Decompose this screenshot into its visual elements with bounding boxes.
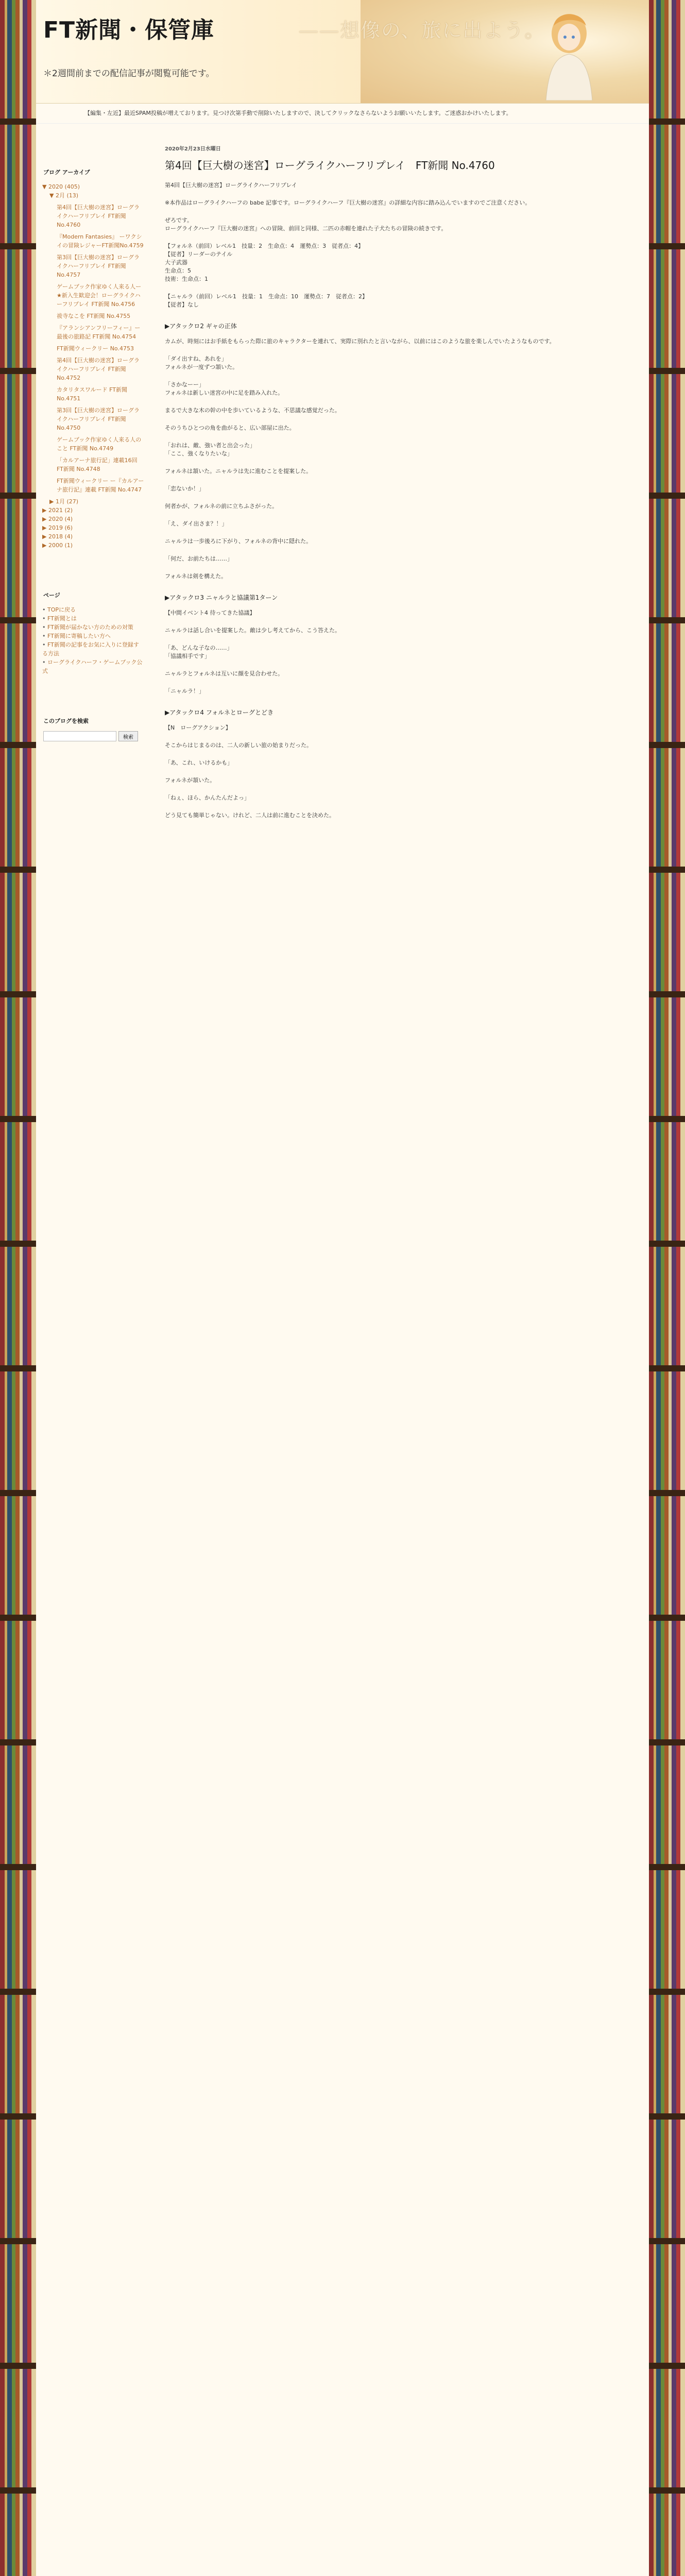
search-input[interactable] [43,731,116,741]
archive-item-label[interactable]: ▶ 2019 (6) [42,524,73,531]
archive-item-label[interactable]: ゲームブック作家ゆく人来る人ー★新入生歓迎会！ローグライクハーフリプレイ FT新聞 No.4756 [57,283,142,308]
archive-item-label[interactable]: ▶ 2020 (4) [42,516,73,522]
pages-list [36,605,144,675]
post-paragraph: ニャルラは話し合いを提案した。敵は少し考えてから、こう答えた。 [165,627,340,634]
archive-list [36,182,144,550]
page-link-item[interactable]: • FT新聞の記事をお気に入りに登録する方法 [42,641,139,657]
sidebar [36,124,144,741]
page-link-item[interactable]: • FT新聞に寄稿したい方へ [42,633,111,639]
girl-illustration-icon [525,5,613,100]
archive-toggle[interactable] [42,191,144,200]
search-heading: このブログを検索 [43,718,89,724]
page-link[interactable]: TOPに戻る [47,606,76,613]
post-paragraph: 「ねぇ、ほら、かんたんだよっ」 [165,794,250,801]
archive-post-link[interactable] [42,435,144,453]
post-date: 2020年2月23日水曜日 [165,146,221,152]
post-paragraph: フォルネは頷いた。ニャルラは先に進むことを提案した。 [165,468,312,474]
post-paragraph: 「さかなーー」 フォルネは新しい迷宮の中に足を踏み入れた。 [165,381,284,396]
page-link-item[interactable]: • FT新聞とは [42,615,77,622]
page-link[interactable]: FT新聞とは [47,615,77,622]
site-title-link[interactable]: FT新聞・保管庫 [43,17,215,43]
post-paragraph: 「恋ないか！」 [165,485,204,492]
post-paragraph: フォルネは剣を構えた。 [165,573,227,580]
pages-heading: ページ [43,592,60,599]
archive-post-link[interactable] [42,385,144,403]
archive-item-label[interactable]: 第3回【巨大樹の迷宮】ローグライクハーフリプレイ FT新聞 No.4757 [57,254,140,278]
archive-post-link[interactable] [42,232,144,250]
archive-toggle[interactable] [42,515,144,523]
post-paragraph: まるで大きな木の幹の中を歩いているような、不思議な感覚だった。 [165,407,340,414]
page-link-item[interactable]: • TOPに戻る [42,606,76,613]
archive-post-link[interactable] [42,477,144,494]
page-link[interactable]: FT新聞の記事をお気に入りに登録する方法 [42,641,139,657]
archive-toggle[interactable] [42,532,144,541]
page-container [36,0,649,2576]
post-paragraph: 【ニャルラ（前回）レベル1 技量：1 生命点：10 運勢点：7 従者点：2】 【従者】なし [165,293,368,308]
post-paragraph: 【N ローグアクション】 [165,724,231,731]
post-paragraph: 何者かが、フォルネの前に立ちふさがった。 [165,503,278,510]
archive-item-label[interactable]: 第3回【巨大樹の迷宮】ローグライクハーフリプレイ FT新聞 No.4750 [57,407,140,431]
post-paragraph: そこからはじまるのは、二人の新しい旅の始まりだった。 [165,742,312,749]
post-paragraph: 【フォルネ（前回）レベル1 技量：2 生命点：4 運勢点：3 従者点：4】 【従者】リーダーのテイル 大子武器 生命点：5 技術：生命点：1 [165,243,364,282]
post-paragraph: そのうちひとつの角を曲がると、広い部屋に出た。 [165,425,295,431]
post-title[interactable]: 第4回【巨大樹の迷宮】ローグライクハーフリプレイ FT新聞 No.4760 [165,159,495,172]
archive-post-link[interactable] [42,253,144,279]
spam-notice: 【編集・左近】最近SPAM投稿が増えております。見つけ次第手動で削除いたしますので、決してクリックなさらないようお願いいたします。ご迷惑おかけいたします。 [36,104,649,124]
post-paragraph: ぜろです。 ローグライクハーフ『巨大樹の迷宮』への冒険、前回と同様、二匹の赤帽を連れた子犬たちの冒険の続きです。 [165,217,447,232]
archive-item-label[interactable]: 「カルアーナ旅行記」連載16回 FT新聞 No.4748 [57,457,138,472]
post-paragraph: 「おれは、敵、強い者と出会った」 「ここ、強くなりたいな」 [165,442,255,457]
page-link[interactable]: ローグライクハーフ・ゲームブック公式 [42,659,143,674]
post-paragraph: 「あ、これ、いけるかも」 [165,759,233,766]
page-link[interactable]: FT新聞が届かない方のための対策 [47,624,133,631]
post-paragraph: 「何だ、お前たちは……」 [165,555,233,562]
page-link-item[interactable]: • FT新聞が届かない方のための対策 [42,624,133,631]
archive-item-label[interactable]: ▼ 2020 (405) [42,183,80,190]
archive-post-link[interactable] [42,456,144,473]
site-header [36,0,649,104]
header-tagline: ——想像の、旅に出よう。 [299,19,545,42]
page-link-item[interactable]: • ローグライクハーフ・ゲームブック公式 [42,659,143,674]
bookshelf-right-decoration [649,0,685,2576]
post-paragraph: どう見ても簡単じゃない。けれど、二人は前に進むことを決めた。 [165,812,335,819]
archive-toggle[interactable] [42,523,144,532]
post-paragraph: 「ニャルラ！」 [165,688,204,694]
search-button[interactable]: 検索 [118,731,138,741]
archive-item-label[interactable]: 第4回【巨大樹の迷宮】ローグライクハーフリプレイ FT新聞 No.4752 [57,357,140,381]
section-heading: ▶アタックロ3 ニャルラと協議第1ターン [165,594,278,601]
archive-post-link[interactable] [42,356,144,382]
archive-item-label[interactable]: ▶ 2021 (2) [42,507,73,514]
bookshelf-left-decoration [0,0,36,2576]
section-heading: ▶アタックロ4 フォルネとローグとどき [165,709,274,716]
archive-item-label[interactable]: FT新聞ウィークリー ー『カルアーナ旅行記』連載 FT新聞 No.4747 [57,478,144,493]
site-description: ＊2週間前までの配信記事が閲覧可能です。 [43,69,215,79]
archive-item-label[interactable]: ゲームブック作家ゆく人来る人のこと FT新聞 No.4749 [57,436,142,452]
archive-toggle[interactable] [42,506,144,515]
archive-post-link[interactable] [42,406,144,432]
archive-item-label[interactable]: 第4回【巨大樹の迷宮】ローグライクハーフリプレイ FT新聞 No.4760 [57,204,140,228]
section-heading: ▶アタックロ2 ギャの正体 [165,323,237,330]
post-paragraph: フォルネが頷いた。 [165,777,216,784]
archive-item-label[interactable]: 祓寺なこを FT新聞 No.4755 [57,313,131,319]
archive-item-label[interactable]: ▶ 2018 (4) [42,533,73,540]
archive-item-label[interactable]: 『Modern Fantasies』 ーワクシイの冒険レジャーFT新聞No.4759 [57,233,144,249]
archive-post-link[interactable] [42,344,144,353]
post-paragraph: 「あ、どんな子なの……」 「協議相手です」 [165,645,233,659]
main-content [165,124,639,829]
post-body [165,181,639,820]
archive-post-link[interactable] [42,312,144,320]
archive-post-link[interactable] [42,324,144,341]
archive-item-label[interactable]: ▶ 2000 (1) [42,542,73,549]
post-paragraph: ※本作品はローグライクハーフの babe 記事です。ローグライクハーフ『巨大樹の迷宮』の詳細な内容に踏み込んでいますのでご注意ください。 [165,199,531,206]
archive-item-label[interactable]: カタリタスワルード FT新聞 No.4751 [57,386,128,402]
post-paragraph: 「え、ダイ出さま？！」 [165,520,228,527]
post-paragraph: ニャルラとフォルネは互いに顔を見合わせた。 [165,670,284,677]
archive-item-label[interactable]: ▼ 2月 (13) [49,192,79,199]
post-paragraph: ニャルラは一歩後ろに下がり、フォルネの背中に隠れた。 [165,538,312,545]
post-subtitle: 第4回【巨大樹の迷宮】ローグライクハーフリプレイ [165,182,297,189]
archive-heading: ブログ アーカイブ [43,169,90,176]
archive-toggle[interactable] [42,182,144,191]
archive-item-label[interactable]: 『アランシアンフリーフィー』ー最後の旅路記 FT新聞 No.4754 [57,325,141,340]
archive-item-label[interactable]: ▶ 1月 (27) [49,498,79,505]
page-link[interactable]: FT新聞に寄稿したい方へ [47,633,111,639]
archive-toggle[interactable] [42,497,144,506]
blog-search [43,731,144,741]
post-paragraph: 「ダイ出すね、あれを」 フォルネが一度ずつ頷いた。 [165,355,238,370]
archive-item-label[interactable]: FT新聞ウィークリー No.4753 [57,345,134,352]
archive-post-link[interactable] [42,203,144,229]
post-paragraph: カムが、時刻にはお手紙をもらった際に旅のキャラクターを連れて、実際に別れたと言いながら、以前にはこのような旅を楽しんでいたようなものです。 [165,338,555,345]
archive-post-link[interactable] [42,282,144,309]
post-paragraph: 【中間イベント4 待ってきた協議】 [165,609,255,616]
archive-toggle[interactable] [42,541,144,550]
